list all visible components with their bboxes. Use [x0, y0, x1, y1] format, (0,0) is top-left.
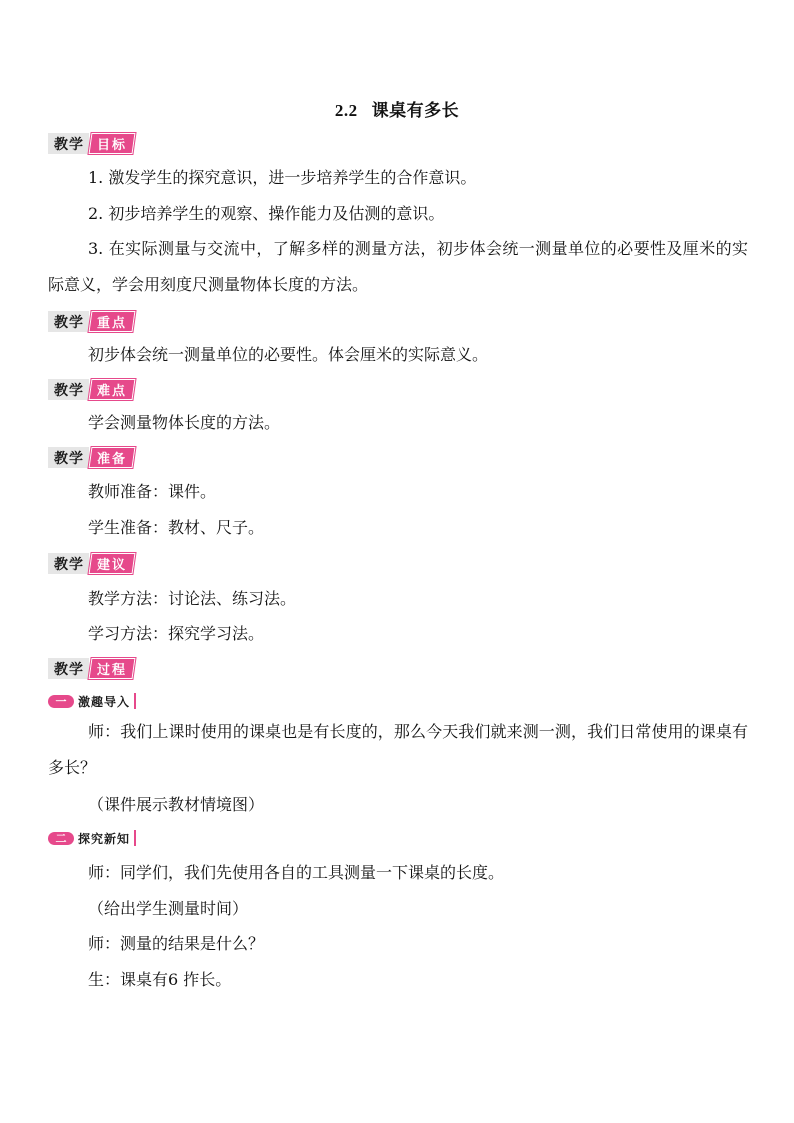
section-label-key-points: [48, 311, 134, 332]
label-tag: 重点: [89, 311, 136, 332]
key-points-text: 初步体会统一测量单位的必要性。体会厘米的实际意义。: [88, 345, 489, 364]
step-number: 一: [48, 695, 74, 708]
step-2-line-2: （给出学生测量时间）: [88, 899, 249, 918]
step-1-line-1: 师：我们上课时使用的课桌也是有长度的，那么今天我们就来测一测，我们日常使用的课桌有多长？: [48, 722, 748, 777]
objective-item-2: 2. 初步培养学生的观察、操作能力及估测的意识。: [88, 204, 445, 223]
section-label-preparation: [48, 447, 134, 468]
label-prefix: 教学: [48, 311, 89, 332]
label-tag: 建议: [89, 553, 136, 574]
label-prefix: 教学: [48, 133, 89, 154]
section-label-suggestions: [48, 553, 134, 574]
teaching-method: 教学方法：讨论法、练习法。: [88, 589, 297, 608]
label-tag: 难点: [89, 379, 136, 400]
label-tag: 准备: [89, 447, 136, 468]
step-2-line-1: 师：同学们，我们先使用各自的工具测量一下课桌的长度。: [88, 863, 505, 882]
step-title: 探究新知: [78, 831, 131, 846]
label-prefix: 教学: [48, 553, 89, 574]
step-2-line-4: 生：课桌有6 拃长。: [88, 970, 232, 989]
section-label-objectives: [48, 133, 134, 154]
title-number: 2.2: [334, 101, 358, 120]
label-prefix: 教学: [48, 379, 89, 400]
section-label-difficulties: [48, 379, 134, 400]
label-prefix: 教学: [48, 658, 89, 679]
label-prefix: 教学: [48, 447, 89, 468]
objective-item-1: 1. 激发学生的探究意识，进一步培养学生的合作意识。: [88, 168, 477, 187]
section-label-process: [48, 658, 134, 679]
learning-method: 学习方法：探究学习法。: [88, 624, 265, 643]
step-number: 二: [48, 832, 74, 845]
step-divider: [134, 830, 136, 846]
step-divider: [134, 693, 136, 709]
student-preparation: 学生准备：教材、尺子。: [88, 518, 265, 537]
step-header-2: [48, 829, 136, 847]
difficulties-text: 学会测量物体长度的方法。: [88, 413, 281, 432]
teacher-preparation: 教师准备：课件。: [88, 482, 217, 501]
step-2-line-3: 师：测量的结果是什么？: [88, 934, 265, 953]
label-tag: 过程: [89, 658, 136, 679]
label-tag: 目标: [89, 133, 136, 154]
step-header-1: [48, 692, 136, 710]
step-title: 激趣导入: [78, 694, 131, 709]
step-1-line-2: （课件展示教材情境图）: [88, 795, 265, 814]
objective-item-3: 3. 在实际测量与交流中，了解多样的测量方法，初步体会统一测量单位的必要性及厘米的实际意义，学会用刻度尺测量物体长度的方法。: [48, 239, 748, 294]
title-text: 课桌有多长: [371, 101, 460, 121]
page-title: [0, 96, 794, 121]
